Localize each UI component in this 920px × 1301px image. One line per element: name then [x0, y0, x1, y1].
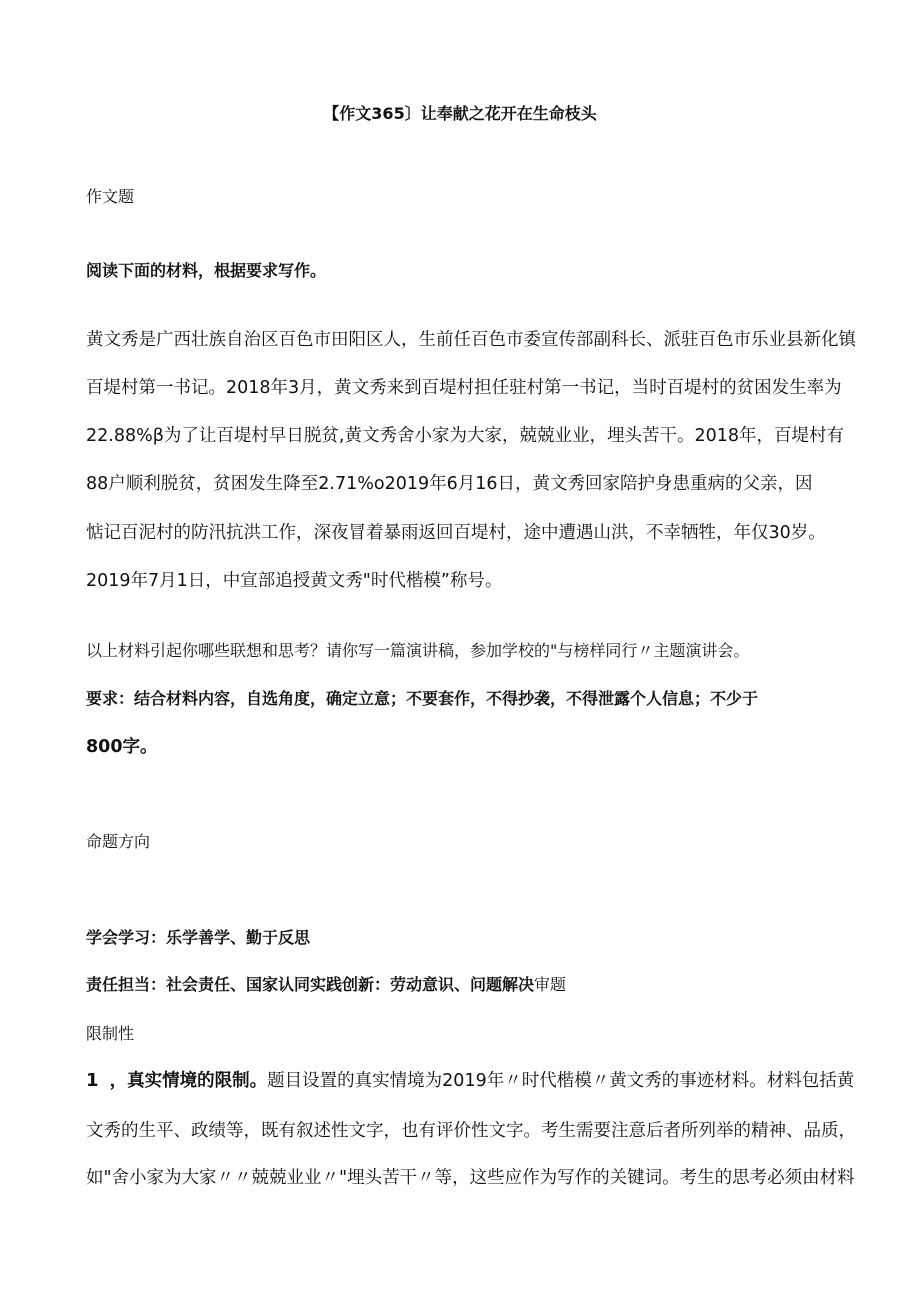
point-text: 题目设置的真实情境为2019年〃时代楷模〃黄文秀的事迹材料。材料包括黄 [267, 1071, 855, 1091]
requirement-line: 800字。 [86, 737, 158, 757]
section-label-direction: 命题方向 [86, 832, 151, 851]
document-title: 【作文365〕让奉献之花开在生命枝头 [323, 104, 597, 123]
material-line: 百堤村第一书记。2018年3月，黄文秀来到百堤村担任驻村第一书记，当时百堤村的贫困发生率为 [86, 378, 842, 398]
direction-item-tail: 审题 [534, 975, 567, 994]
instruction-text: 阅读下面的材料，根据要求写作。 [86, 261, 327, 280]
point-line: 如"舍小家为大家〃〃兢兢业业〃"埋头苦干〃等，这些应作为写作的关键词。考生的思考必须由材料 [86, 1168, 855, 1188]
section-label-prompt: 作文题 [86, 187, 135, 206]
material-line: 22.88%β为了让百堤村早日脱贫,黄文秀舍小家为大家，兢兢业业，埋头苦干。2018年，百堤村有 [86, 426, 844, 446]
point-number: 1 [86, 1070, 99, 1091]
requirement-line: 要求：结合材料内容，自选角度，确定立意；不要套作，不得抄袭，不得泄露个人信息；不少于 [86, 689, 759, 708]
point-line: 文秀的生平、政绩等，既有叙述性文字，也有评价性文字。考生需要注意后者所列举的精神、品质， [86, 1121, 856, 1141]
material-line: 2019年7月1日，中宣部追授黄文秀"时代楷模”称号。 [86, 571, 503, 591]
task-text: 以上材料引起你哪些联想和思考？请你写一篇演讲稿，参加学校的"与榜样同行〃主题演讲会。 [86, 641, 750, 660]
material-line: 88户顺利脱贫，贫困发生降至2.71%o2019年6月16日，黄文秀回家陪护身患重病的父亲，因 [86, 474, 813, 494]
material-line: 惦记百泥村的防汛抗洪工作，深夜冒着暴雨返回百堤村，途中遭遇山洪，不幸牺牲，年仅30岁。 [86, 523, 826, 543]
point-line [86, 1071, 854, 1091]
direction-item [86, 975, 566, 995]
point-heading: ，真实情境的限制。 [109, 1071, 268, 1091]
material-line: 黄文秀是广西壮族自治区百色市田阳区人，生前任百色市委宣传部副科长、派驻百色市乐业县新化镇 [86, 330, 856, 350]
direction-item: 学会学习：乐学善学、勤于反思 [86, 928, 311, 947]
section-label-limit: 限制性 [86, 1024, 135, 1043]
direction-item-bold: 责任担当：社会责任、国家认同实践创新：劳动意识、问题解决 [86, 975, 535, 994]
